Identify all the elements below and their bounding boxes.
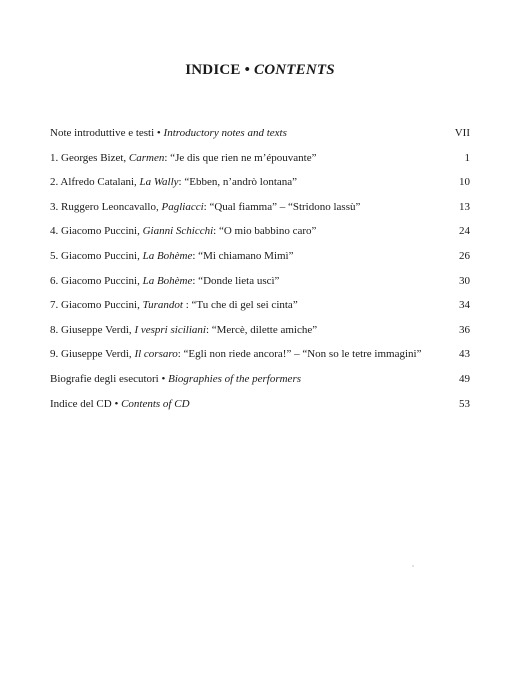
toc-entry-mid: : “Donde lieta uscì” xyxy=(192,274,280,287)
toc-page-number: 13 xyxy=(459,200,470,213)
toc-entry xyxy=(50,299,470,324)
toc-entry xyxy=(50,201,470,226)
paper-speck xyxy=(412,565,414,567)
toc-page-number: 36 xyxy=(459,323,470,336)
toc-entry-pre: 8. Giuseppe Verdi, xyxy=(50,323,135,336)
toc-entry-it1: Carmen xyxy=(128,151,165,164)
toc-entry-text xyxy=(50,176,451,188)
toc-entry-pre: 5. Giacomo Puccini, xyxy=(50,249,143,262)
toc-entry-it1: Turandot xyxy=(142,299,183,312)
toc-entry-mid: : “Tu che di gel sei cinta” xyxy=(182,299,298,312)
toc-entry xyxy=(50,225,470,250)
toc-entry-text xyxy=(50,299,451,311)
toc-entry-text xyxy=(50,324,451,336)
toc-page-number: 49 xyxy=(459,372,470,385)
toc-entry-pre: 6. Giacomo Puccini, xyxy=(50,274,143,287)
toc-entry xyxy=(50,250,470,275)
toc-entry-it1: Biographies of the performers xyxy=(168,372,302,385)
toc-entry-it1: La Bohème xyxy=(142,274,193,287)
toc-entry xyxy=(50,275,470,300)
toc-entry-mid: : “Qual fiamma” – “Stridono lassù” xyxy=(203,200,361,213)
toc-entry xyxy=(50,324,470,349)
toc-page-number: 24 xyxy=(459,225,470,238)
toc-entry xyxy=(50,348,470,373)
toc-page-number: 30 xyxy=(459,274,470,287)
toc-entry-it1: Gianni Schicchi xyxy=(142,225,214,238)
toc-entry xyxy=(50,373,470,398)
title-separator: • xyxy=(240,62,254,78)
toc-entry xyxy=(50,127,470,152)
toc-entry-pre: Note introduttive e testi • xyxy=(50,127,164,139)
toc-entry-text xyxy=(50,250,451,262)
toc-entry-text xyxy=(50,373,451,385)
toc-page-number: 26 xyxy=(459,249,470,262)
toc-entry xyxy=(50,398,470,423)
toc-entry-it1: Introductory notes and texts xyxy=(163,127,287,139)
toc-page-number: 10 xyxy=(459,176,470,189)
toc-entry-mid: : “O mio babbino caro” xyxy=(213,225,317,238)
toc-entry-text xyxy=(50,348,451,360)
toc-entry-text xyxy=(50,225,451,237)
toc-entry-mid: : “Je dis que rien ne m’épouvante” xyxy=(164,151,317,164)
toc-page-number: 53 xyxy=(459,397,470,410)
toc-entry-it1: Il corsaro xyxy=(134,348,178,361)
toc-entry-mid: : “Ebben, n’andrò lontana” xyxy=(178,176,298,189)
toc-entry-mid: : “Egli non riede ancora!” – “Non so le tetre immagini” xyxy=(177,348,422,361)
toc-entry-pre: 1. Georges Bizet, xyxy=(50,151,129,164)
toc-entry-it1: I vespri siciliani xyxy=(134,323,206,336)
toc-entry-pre: 9. Giuseppe Verdi, xyxy=(50,348,135,361)
toc-entry xyxy=(50,152,470,177)
toc-entry-it1: Pagliacci xyxy=(161,200,204,213)
toc-entry xyxy=(50,176,470,201)
toc-entry-pre: 4. Giacomo Puccini, xyxy=(50,225,143,238)
toc-entry-pre: 3. Ruggero Leoncavallo, xyxy=(50,200,162,213)
table-of-contents xyxy=(50,127,470,422)
toc-page-number: VII xyxy=(454,127,470,139)
toc-entry-mid: : “Mercè, dilette amiche” xyxy=(205,323,318,336)
toc-page-number: 1 xyxy=(464,151,470,164)
title-main: INDICE xyxy=(185,62,241,78)
toc-entry-it1: La Bohème xyxy=(142,249,193,262)
toc-entry-it1: La Wally xyxy=(139,176,179,189)
toc-entry-pre: Biografie degli esecutori • xyxy=(50,372,169,385)
toc-entry-pre: Indice del CD • xyxy=(50,397,122,410)
toc-page-number: 43 xyxy=(459,348,470,361)
toc-entry-text xyxy=(50,275,451,287)
toc-entry-text xyxy=(50,201,451,213)
toc-entry-it1: Contents of CD xyxy=(121,397,190,410)
page-title xyxy=(0,62,520,79)
title-italic: CONTENTS xyxy=(253,62,335,78)
toc-entry-text xyxy=(50,152,457,164)
toc-entry-pre: 7. Giacomo Puccini, xyxy=(50,299,143,312)
toc-entry-text xyxy=(50,127,447,139)
toc-entry-mid: : “Mi chiamano Mimì” xyxy=(192,249,294,262)
toc-entry-pre: 2. Alfredo Catalani, xyxy=(50,176,140,189)
toc-page-number: 34 xyxy=(459,299,470,312)
toc-entry-text xyxy=(50,398,451,410)
